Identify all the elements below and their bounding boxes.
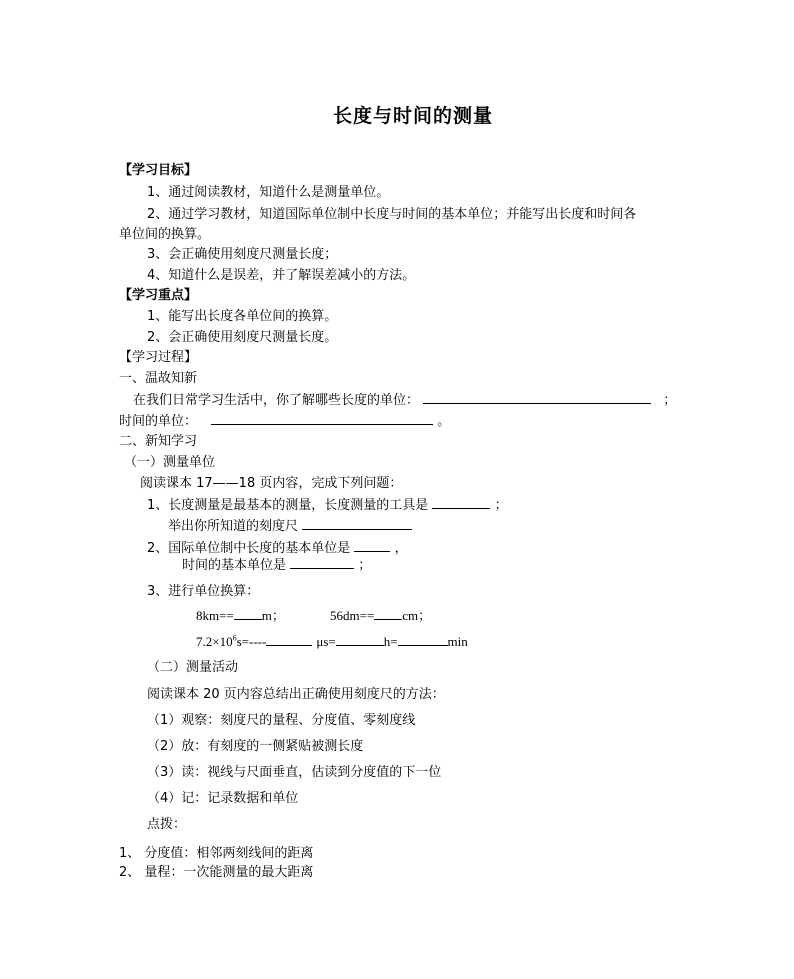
activity-step: （2）放：有刻度的一侧紧贴被测长度 bbox=[147, 739, 364, 754]
goal-item: 1、通过阅读教材，知道什么是测量单位。 bbox=[147, 185, 390, 200]
activity-step: （4）记：记录数据和单位 bbox=[147, 791, 299, 806]
answer-blank[interactable] bbox=[432, 496, 490, 509]
unit-question-3: 3、进行单位换算： bbox=[147, 584, 260, 599]
activity-step: （1）观察：刻度尺的量程、分度值、零刻度线 bbox=[147, 713, 416, 728]
answer-blank[interactable] bbox=[336, 633, 384, 646]
new-knowledge-heading: 二、新知学习 bbox=[119, 434, 198, 449]
goal-item: 单位间的换算。 bbox=[119, 227, 211, 242]
answer-blank[interactable] bbox=[302, 517, 412, 530]
key-point-item: 1、能写出长度各单位间的换算。 bbox=[147, 309, 338, 324]
unit-question-2: 2、国际单位制中长度的基本单位是 ， bbox=[147, 541, 408, 556]
goal-item: 4、知道什么是误差，并了解误差减小的方法。 bbox=[147, 268, 416, 283]
activity-heading: （二）测量活动 bbox=[147, 660, 239, 675]
answer-blank[interactable] bbox=[234, 607, 262, 620]
answer-blank[interactable] bbox=[354, 539, 390, 552]
unit-question-1b: 举出你所知道的刻度尺 bbox=[168, 517, 412, 536]
answer-blank[interactable] bbox=[398, 633, 448, 646]
answer-blank[interactable] bbox=[290, 556, 354, 569]
key-point-item: 2、会正确使用刻度尺测量长度。 bbox=[147, 330, 338, 345]
page-title: 长度与时间的测量 bbox=[333, 105, 494, 127]
conversion-3: $7.2\times 10^6s=----$ μs= h= min bbox=[196, 633, 468, 649]
note-item: 1、 分度值：相邻两刻线间的距离 bbox=[119, 846, 314, 861]
activity-intro: 阅读课本 20 页内容总结出正确使用刻度尺的方法： bbox=[147, 687, 445, 702]
goal-item: 3、会正确使用刻度尺测量长度； bbox=[147, 247, 338, 262]
process-heading: 【学习过程】 bbox=[119, 350, 198, 365]
unit-question-1: 1、长度测量是最基本的测量，长度测量的工具是 ； bbox=[147, 498, 508, 513]
key-points-heading: 【学习重点】 bbox=[119, 288, 198, 303]
goals-heading: 【学习目标】 bbox=[119, 163, 198, 178]
conversion-1: 8km== m； bbox=[196, 608, 285, 623]
activity-tip: 点拨： bbox=[147, 817, 187, 832]
goal-item: 2、通过学习教材，知道国际单位制中长度与时间的基本单位；并能写出长度和时间各 bbox=[147, 207, 637, 222]
review-question-1: 在我们日常学习生活中，你了解哪些长度的单位： ； bbox=[133, 393, 677, 408]
conversion-2: 56dm== cm； bbox=[330, 608, 432, 623]
unit-section-heading: （一）测量单位 bbox=[124, 455, 216, 470]
review-question-2: 时间的单位： 。 bbox=[119, 414, 451, 429]
activity-step: （3）读：视线与尺面垂直，估读到分度值的下一位 bbox=[147, 765, 442, 780]
answer-blank[interactable] bbox=[211, 412, 433, 425]
answer-blank[interactable] bbox=[423, 391, 651, 404]
answer-blank[interactable] bbox=[266, 633, 312, 646]
unit-intro: 阅读课本 17——18 页内容，完成下列问题： bbox=[140, 476, 403, 491]
answer-blank[interactable] bbox=[374, 607, 402, 620]
unit-question-2b: 时间的基本单位是 ； bbox=[182, 558, 372, 573]
note-item: 2、 量程：一次能测量的最大距离 bbox=[119, 865, 314, 880]
review-heading: 一、温故知新 bbox=[119, 371, 198, 386]
